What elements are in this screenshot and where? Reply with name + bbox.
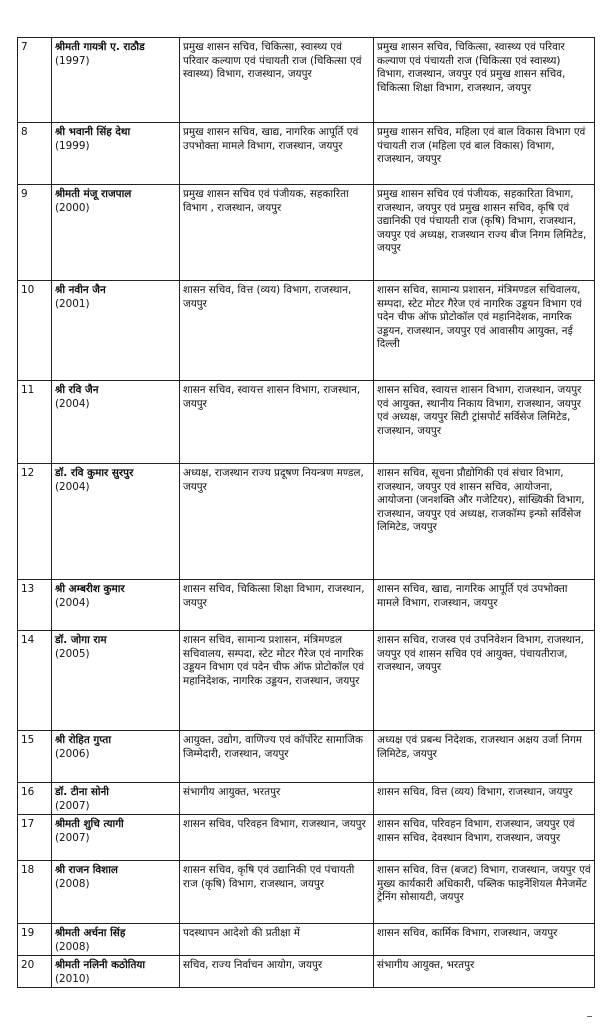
officer-batch: (2004) (55, 397, 90, 410)
current-post: प्रमुख शासन सचिव, चिकित्सा, स्वास्थ्य एवं परिवार कल्याण एवं पंचायती राज (चिकित्सा एवं स्वास्थ्य) विभाग, राजस्थान, जयपुर (180, 38, 374, 123)
officer-cell (52, 783, 180, 815)
serial-number: 19 (18, 924, 52, 956)
page-corner-mark (587, 1016, 592, 1020)
table-row (18, 38, 595, 123)
new-post: प्रमुख शासन सचिव, चिकित्सा, स्वास्थ्य एवं परिवार कल्याण एवं पंचायती राज (चिकित्सा एवं स्वास्थ्य) विभाग, राजस्थान, जयपुर एवं प्रमुख शासन सचिव, चिकित्सा शिक्षा विभाग, राजस्थान, जयपुर (374, 38, 595, 123)
officer-name: श्री राजन विशाल (55, 864, 118, 876)
officer-name: डॉ. टीना सोनी (55, 786, 109, 798)
serial-number: 8 (18, 123, 52, 185)
table-row (18, 631, 595, 731)
current-post: पदस्थापन आदेशो की प्रतीक्षा में (180, 924, 374, 956)
table-row (18, 464, 595, 580)
new-post: अध्यक्ष एवं प्रबन्ध निदेशक, राजस्थान अक्षय उर्जा निगम लिमिटेड, जयपुर (374, 731, 595, 783)
current-post: प्रमुख शासन सचिव एवं पंजीयक, सहकारिता विभाग , राजस्थान, जयपुर (180, 185, 374, 281)
officer-cell (52, 123, 180, 185)
officer-batch: (2004) (55, 480, 90, 493)
officer-name: डॉ. रवि कुमार सुरपुर (55, 467, 134, 479)
officer-batch: (2008) (55, 877, 90, 890)
officer-batch: (1997) (55, 54, 90, 67)
officer-cell (52, 731, 180, 783)
serial-number: 10 (18, 281, 52, 381)
officer-batch: (1999) (55, 139, 90, 152)
current-post: प्रमुख शासन सचिव, खाद्य, नागरिक आपूर्ति एवं उपभोक्ता मामले विभाग, राजस्थान, जयपुर (180, 123, 374, 185)
table-row (18, 815, 595, 861)
officer-cell (52, 924, 180, 956)
new-post: प्रमुख शासन सचिव एवं पंजीयक, सहकारिता विभाग, राजस्थान, जयपुर एवं प्रमुख शासन सचिव, कृषि एवं उद्यानिकी एवं पंचायती राज (कृषि) विभाग, राजस्थान, जयपुर एवं अध्यक्ष, राजस्थान राज्य बीज निगम लिमिटेड, जयपुर (374, 185, 595, 281)
new-post: शासन सचिव, वित्त (बजट) विभाग, राजस्थान, जयपुर एवं मुख्य कार्यकारी अधिकारी, पब्लिक फाइनेंशियल मैनेजमेंट ट्रेनिंग सोसायटी, जयपुर (374, 861, 595, 924)
officer-name: श्रीमती अर्चना सिंह (55, 927, 126, 939)
new-post: शासन सचिव, परिवहन विभाग, राजस्थान, जयपुर एवं शासन सचिव, देवस्थान विभाग, राजस्थान, जयपुर (374, 815, 595, 861)
serial-number: 18 (18, 861, 52, 924)
new-post: शासन सचिव, खाद्य, नागरिक आपूर्ति एवं उपभोक्ता मामले विभाग, राजस्थान, जयपुर (374, 580, 595, 631)
officer-name: श्री नवीन जैन (55, 284, 106, 296)
officer-batch: (2004) (55, 596, 90, 609)
table-row (18, 783, 595, 815)
serial-number: 12 (18, 464, 52, 580)
officer-name: श्रीमती नलिनी कठोतिया (55, 959, 146, 971)
serial-number: 11 (18, 381, 52, 464)
serial-number: 17 (18, 815, 52, 861)
new-post: शासन सचिव, स्वायत्त शासन विभाग, राजस्थान, जयपुर एवं आयुक्त, स्थानीय निकाय विभाग, राजस्थान, जयपुर एवं अध्यक्ष, जयपुर सिटी ट्रांसपोर्ट सर्विसेज लिमिटेड, राजस्थान, जयपुर (374, 381, 595, 464)
new-post: शासन सचिव, वित्त (व्यय) विभाग, राजस्थान, जयपुर (374, 783, 595, 815)
new-post: शासन सचिव, सामान्य प्रशासन, मंत्रिमण्डल सचिवालय, सम्पदा, स्टेट मोटर गैरेज एवं नागरिक उड्डयन विभाग एवं पदेन चीफ ऑफ प्रोटोकॉल एवं महानिदेशक, नागरिक उड्डयन, राजस्थान, जयपुर एवं आवासीय आयुक्त, नई दिल्ली (374, 281, 595, 381)
serial-number: 14 (18, 631, 52, 731)
current-post: शासन सचिव, परिवहन विभाग, राजस्थान, जयपुर (180, 815, 374, 861)
current-post: शासन सचिव, चिकित्सा शिक्षा विभाग, राजस्थान, जयपुर (180, 580, 374, 631)
officer-batch: (2000) (55, 201, 90, 214)
officer-batch: (2007) (55, 831, 90, 844)
officer-cell (52, 631, 180, 731)
table-row (18, 731, 595, 783)
transfer-order-table (17, 37, 595, 988)
officer-name: श्रीमती मंजू राजपाल (55, 188, 132, 200)
serial-number: 20 (18, 956, 52, 988)
table-row (18, 924, 595, 956)
officer-cell (52, 185, 180, 281)
table-row (18, 123, 595, 185)
officer-cell (52, 956, 180, 988)
new-post: संभागीय आयुक्त, भरतपुर (374, 956, 595, 988)
officer-name: श्रीमती गायत्री ए. राठौड (55, 41, 145, 53)
new-post: प्रमुख शासन सचिव, महिला एवं बाल विकास विभाग एवं पंचायती राज (महिला एवं बाल विकास) विभाग, राजस्थान, जयपुर (374, 123, 595, 185)
officer-name: श्री रोहित गुप्ता (55, 734, 112, 746)
officer-name: श्रीमती शुचि त्यागी (55, 818, 124, 830)
officer-name: श्री रवि जैन (55, 384, 99, 396)
current-post: संभागीय आयुक्त, भरतपुर (180, 783, 374, 815)
table-row (18, 281, 595, 381)
new-post: शासन सचिव, सूचना प्रौद्योगिकी एवं संचार विभाग, राजस्थान, जयपुर एवं शासन सचिव, आयोजना, आयोजना (जनशक्ति और गजेटियर), सांख्यिकी विभाग, राजस्थान, जयपुर एवं अध्यक्ष, राजकॉम्प इन्फो सर्विसेज लिमिटेड, जयपुर (374, 464, 595, 580)
officer-name: श्री अम्बरीश कुमार (55, 583, 125, 595)
table-row (18, 861, 595, 924)
table-row (18, 185, 595, 281)
officer-cell (52, 861, 180, 924)
current-post: सचिव, राज्य निर्वाचन आयोग, जयपुर (180, 956, 374, 988)
serial-number: 13 (18, 580, 52, 631)
current-post: शासन सचिव, स्वायत्त शासन विभाग, राजस्थान, जयपुर (180, 381, 374, 464)
serial-number: 9 (18, 185, 52, 281)
current-post: शासन सचिव, कृषि एवं उद्यानिकी एवं पंचायती राज (कृषि) विभाग, राजस्थान, जयपुर (180, 861, 374, 924)
current-post: शासन सचिव, वित्त (व्यय) विभाग, राजस्थान, जयपुर (180, 281, 374, 381)
officer-batch: (2008) (55, 940, 90, 953)
table-row (18, 381, 595, 464)
new-post: शासन सचिव, राजस्व एवं उपनिवेशन विभाग, राजस्थान, जयपुर एवं शासन सचिव एवं आयुक्त, पंचायतीराज, राजस्थान, जयपुर (374, 631, 595, 731)
new-post: शासन सचिव, कार्मिक विभाग, राजस्थान, जयपुर (374, 924, 595, 956)
officer-cell (52, 281, 180, 381)
officer-batch: (2006) (55, 747, 90, 760)
officer-batch: (2005) (55, 647, 90, 660)
current-post: अध्यक्ष, राजस्थान राज्य प्रदूषण नियन्त्रण मण्डल, जयपुर (180, 464, 374, 580)
current-post: शासन सचिव, सामान्य प्रशासन, मंत्रिमण्डल सचिवालय, सम्पदा, स्टेट मोटर गैरेज एवं नागरिक उड्डयन विभाग एवं पदेन चीफ ऑफ प्रोटोकॉल एवं महानिदेशक, नागरिक उड्डयन, राजस्थान, जयपुर (180, 631, 374, 731)
officer-batch: (2007) (55, 799, 90, 812)
table-row (18, 580, 595, 631)
serial-number: 15 (18, 731, 52, 783)
officer-batch: (2010) (55, 972, 90, 985)
officer-cell (52, 38, 180, 123)
officer-batch: (2001) (55, 297, 90, 310)
serial-number: 16 (18, 783, 52, 815)
officer-name: श्री भवानी सिंह देथा (55, 126, 131, 138)
current-post: आयुक्त, उद्योग, वाणिज्य एवं कॉर्पोरेट सामाजिक जिम्मेदारी, राजस्थान, जयपुर (180, 731, 374, 783)
officer-cell (52, 381, 180, 464)
officer-name: डॉ. जोगा राम (55, 634, 107, 646)
officer-cell (52, 815, 180, 861)
officer-cell (52, 464, 180, 580)
serial-number: 7 (18, 38, 52, 123)
table-row (18, 956, 595, 988)
officer-cell (52, 580, 180, 631)
